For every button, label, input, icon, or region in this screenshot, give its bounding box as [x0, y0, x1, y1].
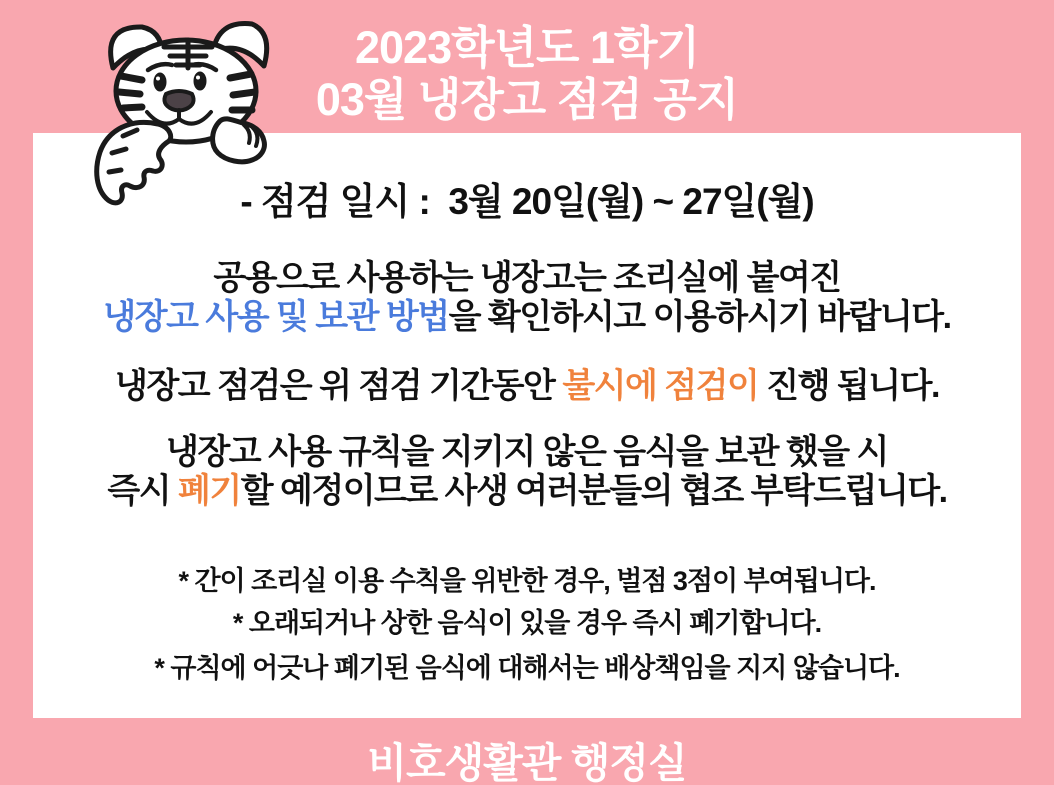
disposal-suffix: 할 예정이므로 사생 여러분들의 협조 부탁드립니다.	[240, 472, 947, 510]
fridge-usage-paragraph	[0, 259, 1054, 337]
note-spoiled-food: * 오래되거나 상한 음식이 있을 경우 즉시 폐기합니다.	[232, 608, 822, 638]
fridge-usage-line-2	[0, 298, 1054, 337]
title-line-2: 03월 냉장고 점검 공지	[315, 74, 739, 126]
disposal-line-1: 냉장고 사용 규칙을 지키지 않은 음식을 보관 했을 시	[166, 433, 888, 471]
title-line-1: 2023학년도 1학기	[355, 22, 699, 73]
tiger-mascot-icon	[60, 14, 292, 212]
notice-body	[0, 133, 1054, 718]
disposal-paragraph	[0, 433, 1054, 511]
note-no-liability: * 규칙에 어긋나 폐기된 음식에 대해서는 배상책임을 지지 않습니다.	[154, 653, 900, 683]
usage-method-rest: 을 확인하시고 이용하시기 바랍니다.	[448, 298, 951, 336]
disposal-highlight: 폐기	[178, 472, 241, 510]
usage-method-highlight: 냉장고 사용 및 보관 방법	[103, 298, 449, 336]
inspection-schedule-line: - 점검 일시 : 3월 20일(월) ~ 27일(월)	[240, 181, 814, 222]
office-signature: 비호생활관 행정실	[367, 740, 687, 785]
disposal-prefix: 즉시	[107, 472, 179, 510]
fridge-usage-line-1: 공용으로 사용하는 냉장고는 조리실에 붙여진	[213, 259, 841, 297]
disposal-line-2	[0, 472, 1054, 511]
surprise-inspection-highlight: 불시에 점검이	[562, 367, 759, 405]
surprise-inspection-suffix: 진행 됩니다.	[758, 367, 939, 405]
note-penalty: * 간이 조리실 이용 수칙을 위반한 경우, 벌점 3점이 부여됩니다.	[178, 566, 876, 596]
surprise-inspection-line	[0, 367, 1054, 406]
surprise-inspection-prefix: 냉장고 점검은 위 점검 기간동안	[115, 367, 563, 405]
